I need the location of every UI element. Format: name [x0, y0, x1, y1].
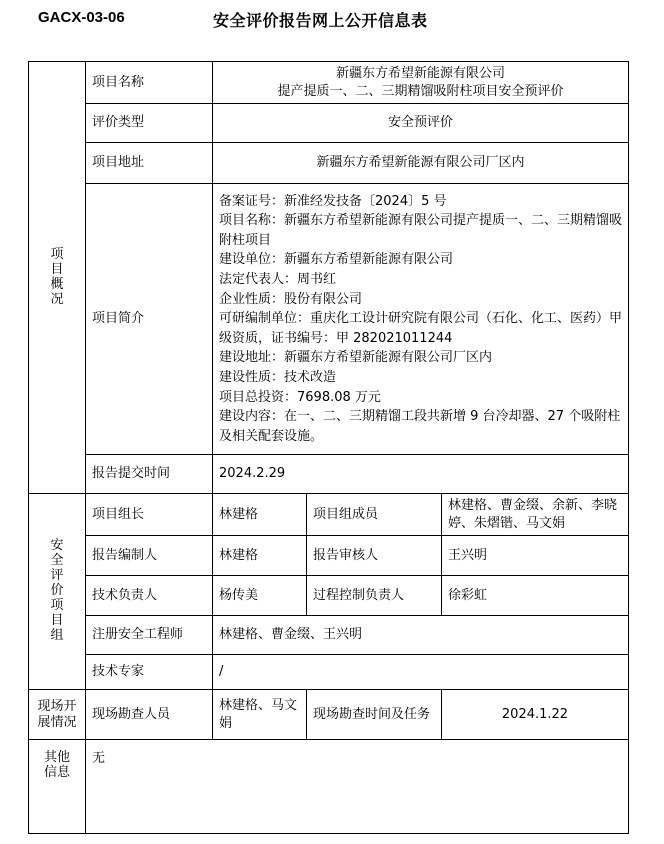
row-tech-lead: [29, 576, 629, 616]
value-site-time: 2024.1.22: [442, 690, 629, 740]
value-tech-expert: /: [213, 655, 629, 690]
row-site-investigation: [29, 690, 629, 740]
label-tech-expert: 技术专家: [86, 655, 213, 690]
intro-study-unit: 可研编制单位：重庆化工设计研究院有限公司（石化、化工、医药）甲级资质，证书编号：甲 282021011244: [219, 311, 623, 346]
project-name-line1: 新疆东方希望新能源有限公司: [335, 65, 505, 81]
label-project-address: 项目地址: [86, 143, 213, 184]
row-other-info: [29, 740, 629, 834]
document-title: 安全评价报告网上公开信息表: [213, 11, 428, 30]
label-safety-engineer: 注册安全工程师: [86, 616, 213, 655]
value-other-info: 无: [86, 740, 629, 834]
label-site-time: 现场勘查时间及任务: [307, 690, 442, 740]
section-label-other: 其他信息: [43, 750, 70, 780]
intro-company-type: 企业性质：股份有限公司: [219, 291, 363, 307]
value-report-reviewer: 王兴明: [442, 536, 629, 576]
project-name-line2: 提产提质一、二、三期精馏吸附柱项目安全预评价: [277, 83, 564, 99]
label-evaluation-type: 评价类型: [86, 104, 213, 143]
value-team-members: 林建格、曹金缀、余新、李晓婷、朱熠锴、马文娟: [442, 494, 629, 536]
intro-investment: 项目总投资：7698.08 万元: [219, 389, 381, 405]
label-submit-time: 报告提交时间: [86, 455, 213, 494]
value-project-name: [213, 62, 629, 104]
value-safety-engineer: 林建格、曹金缀、王兴明: [213, 616, 629, 655]
value-evaluation-type: 安全预评价: [213, 104, 629, 143]
row-report-author: [29, 536, 629, 576]
row-submit-time: [29, 455, 629, 494]
label-site-staff: 现场勘查人员: [86, 690, 213, 740]
section-project-overview: [29, 62, 86, 494]
section-label-overview: 项目概况: [50, 246, 64, 307]
intro-record-number: 备案证号：新准经发技备〔2024〕5 号: [219, 193, 447, 209]
intro-build-content: 建设内容：在一、二、三期精馏工段共新增 9 台冷却器、27 个吸附柱及相关配套设施。: [219, 409, 621, 444]
row-safety-engineer: [29, 616, 629, 655]
intro-project-name: 项目名称：新疆东方希望新能源有限公司提产提质一、二、三期精馏吸附柱项目: [219, 213, 623, 248]
intro-builder: 建设单位：新疆东方希望新能源有限公司: [219, 252, 454, 268]
intro-build-address: 建设地址：新疆东方希望新能源有限公司厂区内: [219, 350, 493, 366]
section-other-info: [29, 740, 86, 834]
row-team-leader: [29, 494, 629, 536]
document-code: GACX-03-06: [38, 9, 125, 26]
label-report-reviewer: 报告审核人: [307, 536, 442, 576]
intro-build-nature: 建设性质：技术改造: [219, 369, 337, 385]
value-project-address: 新疆东方希望新能源有限公司厂区内: [213, 143, 629, 184]
value-project-intro: [213, 184, 629, 455]
label-project-intro: 项目简介: [86, 184, 213, 455]
label-report-author: 报告编制人: [86, 536, 213, 576]
label-team-leader: 项目组长: [86, 494, 213, 536]
label-tech-lead: 技术负责人: [86, 576, 213, 616]
disclosure-table: [28, 61, 629, 834]
row-tech-expert: [29, 655, 629, 690]
row-project-address: [29, 143, 629, 184]
row-project-name: [29, 62, 629, 104]
row-project-intro: [29, 184, 629, 455]
row-evaluation-type: [29, 104, 629, 143]
section-evaluation-team: [29, 494, 86, 690]
section-label-team: 安全评价项目组: [50, 538, 64, 643]
label-process-lead: 过程控制负责人: [307, 576, 442, 616]
label-team-members: 项目组成员: [307, 494, 442, 536]
intro-legal-rep: 法定代表人：周书红: [219, 272, 337, 288]
value-submit-time: 2024.2.29: [213, 455, 629, 494]
value-site-staff: 林建格、马文娟: [213, 690, 307, 740]
value-tech-lead: 杨传美: [213, 576, 307, 616]
label-project-name: 项目名称: [86, 62, 213, 104]
section-site-investigation: 现场开展情况: [29, 690, 86, 740]
value-process-lead: 徐彩虹: [442, 576, 629, 616]
value-team-leader: 林建格: [213, 494, 307, 536]
value-report-author: 林建格: [213, 536, 307, 576]
